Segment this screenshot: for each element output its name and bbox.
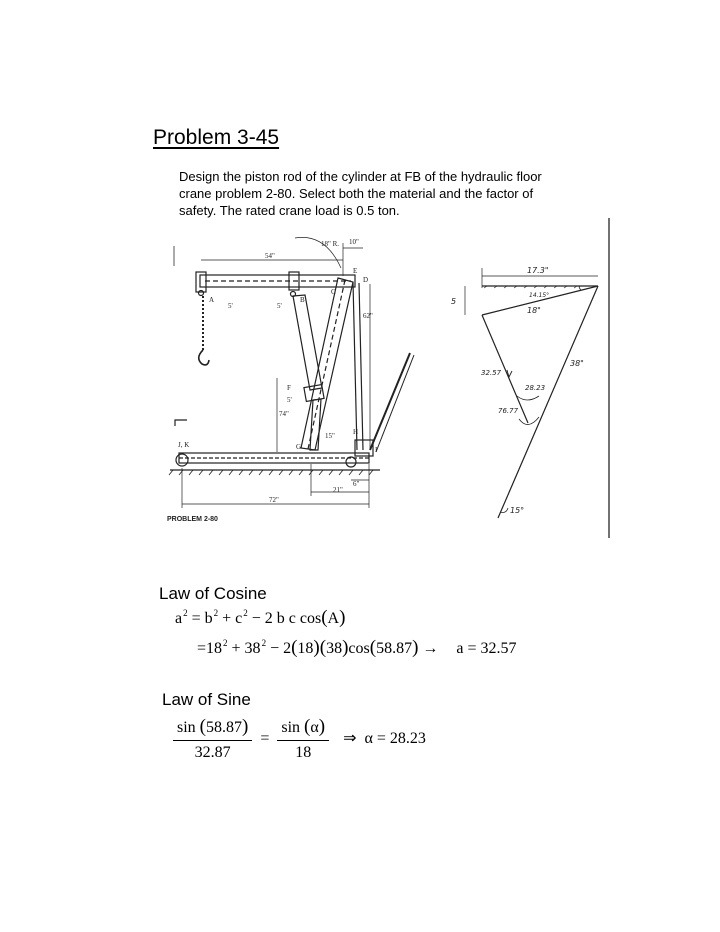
cos-eq-b: = b: [187, 610, 213, 627]
label-38: 38": [570, 359, 584, 368]
description-line-2: crane problem 2-80. Select both the material and the factor of: [179, 186, 534, 201]
front-wheel: [176, 454, 188, 466]
sine-eq: =: [260, 729, 270, 747]
label-G: G: [296, 443, 302, 451]
label-21: 21": [333, 486, 343, 494]
angle-arc-top: [579, 286, 581, 290]
rear-brace: [353, 282, 357, 450]
left-bracket: [175, 420, 187, 426]
sine-implies: ⇒: [343, 729, 357, 747]
label-5: 5: [451, 297, 457, 306]
label-54: 54": [265, 252, 275, 260]
label-H: H: [353, 428, 359, 436]
sine-equation: [173, 716, 426, 762]
crane-base-rail: [179, 453, 369, 463]
cosine-equation-1: $a^2 = b^2 + c^2 - 2$ b c cos(A): [175, 607, 346, 628]
handle-bar: [370, 353, 410, 450]
cos2-cos: cos: [348, 640, 370, 657]
description-line-3: safety. The rated crane load is 0.5 ton.: [179, 203, 400, 218]
label-A: A: [209, 296, 215, 304]
cos2-result: a = 32.57: [456, 640, 517, 657]
law-of-sine-title: Law of Sine: [162, 690, 251, 709]
hook: [199, 350, 209, 365]
exp: 2: [261, 638, 267, 648]
sine-den1: 32.87: [194, 744, 231, 761]
crane-drawing: [169, 237, 414, 508]
law-of-cosine-title: Law of Cosine: [159, 584, 267, 603]
label-10: 10": [349, 238, 359, 246]
exp: 2: [243, 608, 248, 618]
label-72: 72": [269, 496, 279, 504]
triangle-labels: [451, 266, 584, 515]
description-line-1: Design the piston rod of the cylinder at FB of the hydraulic floor: [179, 169, 542, 184]
label-E: E: [353, 267, 358, 275]
problem-description: [179, 168, 599, 219]
label-radius: 18" R.: [321, 240, 340, 248]
cos-plus-c: + c: [218, 610, 243, 627]
label-JK: J, K: [178, 441, 190, 449]
label-14-15: 14.15°: [529, 292, 550, 299]
label-5c: 5': [287, 396, 292, 404]
ground-hatch: [169, 470, 373, 475]
exp: 2: [183, 608, 188, 618]
piston-rod: [310, 399, 321, 450]
label-I: I: [375, 446, 378, 454]
mast-inner: [308, 280, 345, 449]
figure-drawing: [165, 218, 620, 543]
cos2-p2: 38: [326, 640, 343, 657]
cosine-equation-2: $=18^2 + 38^2 - 2(18)(38)\cos(58.87) \to a = 32.57$: [197, 637, 517, 658]
angle-arc-low: [519, 417, 539, 425]
rear-brace-2: [359, 283, 363, 450]
label-6: 6": [353, 480, 360, 488]
sine-num2-fn: sin: [281, 719, 301, 736]
exp: 2: [213, 608, 219, 618]
label-D: D: [363, 276, 369, 284]
sine-num1-fn: sin: [177, 719, 196, 736]
figure-scan: [165, 218, 620, 543]
cos-a: a: [175, 610, 183, 627]
label-15: 15": [325, 432, 335, 440]
label-62: 62": [363, 312, 373, 320]
triangle-right-side: [498, 286, 598, 518]
problem-title: Problem 3-45: [153, 126, 280, 149]
sine-num2-arg: α: [310, 719, 319, 736]
label-76-77: 76.77: [498, 407, 519, 415]
label-15-deg: 15°: [510, 506, 525, 515]
cos2-p1: 18: [297, 640, 314, 657]
exp: 2: [223, 638, 228, 648]
angle-arc-mid: [517, 396, 539, 400]
cos2-p3: 58.87: [376, 640, 413, 657]
sine-den2: 18: [295, 744, 312, 761]
label-74: 74": [279, 410, 289, 418]
sine-frac-1: $\frac{\sin (58.87)}{32.87}$: [173, 716, 252, 762]
label-18: 18": [527, 306, 541, 315]
label-B: B: [300, 296, 305, 304]
cos2-plus: + 38: [227, 640, 261, 657]
cos2-start: =18: [197, 640, 223, 657]
label-28-23: 28.23: [525, 384, 546, 392]
label-32-57: 32.57: [481, 369, 502, 377]
pin-a: [199, 291, 204, 296]
sine-result: α = 28.23: [364, 729, 426, 747]
label-5a: 5': [228, 302, 233, 310]
cos2-arrow: →: [422, 640, 439, 657]
label-5b: 5': [277, 302, 282, 310]
hydraulic-cylinder: [293, 295, 322, 390]
sine-num1-arg: 58.87: [206, 719, 242, 736]
label-C: C: [331, 288, 336, 296]
cos-rest: − 2 b c cos: [247, 610, 322, 627]
crane-mast: [301, 278, 353, 450]
cos2-minus: − 2: [266, 640, 292, 657]
label-17-3: 17.3": [527, 266, 549, 275]
figure-caption: PROBLEM 2-80: [167, 516, 218, 523]
cos-arg: A: [327, 610, 340, 627]
label-F: F: [287, 384, 291, 392]
handle-bar-2: [376, 355, 414, 452]
sine-frac-2: $\frac{\sin (\alpha)}{18}$: [277, 716, 329, 762]
